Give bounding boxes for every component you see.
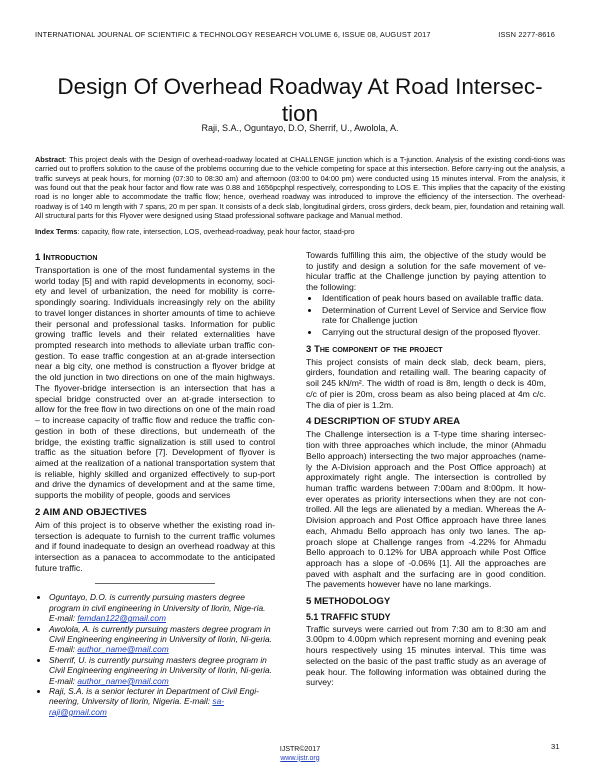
- email-link[interactable]: femdan122@gmail.com: [77, 613, 166, 624]
- component-text: This project consists of main deck slab, deck beam, piers, girders, foundation and retailing wall. The bearing capacity of soil 245 kN/m². The width of road is 8m, length o deck is 40m, c/c of pier is 20m, cross beam as also being placed at 4m c/c. The dia of pier is 1.2m.: [306, 356, 546, 410]
- index-terms: [35, 227, 565, 236]
- left-column: [35, 250, 275, 717]
- traffic-study-text: Traffic surveys were carried out from 7:30 am to 8:30 am and 3.00pm to 4.00pm which represent morning and evening peak hours respectively using 15 minutes interval. This time was selected on the basic of the past traffic study as an average of peak hour. The following information was obtained during the survey:: [306, 623, 546, 688]
- abstract: [35, 155, 565, 220]
- page-footer: [0, 746, 600, 763]
- footnote-item: • Awolola, A. is currently pursuing masters degree program in Civil Engineering engineering in University of Ilorin, Ni-geria. E-mail: author_name@mail.com: [49, 624, 275, 655]
- footer-url-link[interactable]: www.ijstr.org: [280, 754, 320, 762]
- abstract-text: : This project deals with the Design of overhead-roadway located at CHALLENGE junction which is a T-junction. Analysis of the existing condi-tions was carried out to proffers solution to the cause of the problems occurring due to the vehicle competing for space at this intersection. Before carry-ing out the analysis, a traffic surveys at peak hours, for morning (07:30 to 08:30 am) and afternoon (03:00 to 04:00 pm) were conducted using 15 minutes interval. From the analysis, it was found out that the peak hour factor and flow rate was 0.88 and 1656pcphpl respectively, corresponding to LOS E. This implies that the capacity of the existing road is no longer able to accommodate the traffic flow; hence, overhead roadway was introduced to improve the efficiency of the intersection. The overhead-roadway is of 140 m length with 7 spans, 20 m per span. It consists of a deck slab, longitudinal girders, cross girders, deck beam, pier, foundation and retaining wall. All structural parts for this Flyover were designed using Staad professional software package and Manual method.: [35, 155, 565, 221]
- right-column: [306, 250, 546, 688]
- section-heading-component: 3 The component of the project: [306, 343, 443, 355]
- footnote-item: • Oguntayo, D.O. is currently pursuing masters degree program in civil engineering in University of Ilorin, Nige-ria. E-mail: femdan122@gmail.com: [49, 592, 275, 623]
- list-item: • Determination of Current Level of Service and Service flow rate for Challenge juction: [320, 305, 546, 326]
- author-list: Raji, S.A., Oguntayo, D.O, Sherrif, U., Awolola, A.: [201, 123, 399, 133]
- subsection-heading-traffic-study: 5.1 TRAFFIC STUDY: [306, 612, 391, 623]
- email-link[interactable]: sa-raji@gmail.com: [49, 696, 225, 717]
- footnote-separator: [95, 583, 215, 584]
- journal-header: INTERNATIONAL JOURNAL OF SCIENTIFIC & TECHNOLOGY RESEARCH VOLUME 6, ISSUE 08, AUGUST 2017: [35, 30, 431, 39]
- introduction-text: Transportation is one of the most fundamental systems in the world today [5] and with rapid developments in economy, soci-ety and level of urbanization, the need for mobility is corre-spondingly soaring. Individuals increasingly rely on the ability to travel longer distances in shorter amounts of time to achieve their personal and professional tasks. Information for public growing traffic levels and their related externalities have prompted research into methods to alleviate urban traffic con-gestion. To ease traffic congestion at an at-grade intersection near a big city, one method is construction a flyover bridge at the old junction in two directions on one of the main highways. The flyover-bridge intersection is an intersection that has a special bridge constructed over an at-grade intersection to allow for the free flow in two directions on one of the main road – to increase capacity of traffic flow and reduce the traffic con-gestion in both of these directions, but underneath of the bridge, the existing traffic signalization is still used to control traffic as the situation before [7]. Development of flyover is aimed at the realization of a national transportation system that is reliable, highly skilled and organized effectively to sup-port and drive the dynamics of development and at the same time, supports the mobility of people, goods and services: [35, 265, 275, 501]
- list-item: • Identification of peak hours based on available traffic data.: [320, 293, 546, 304]
- list-item: • Carrying out the structural design of the proposed flyover.: [320, 327, 546, 338]
- page-number: 31: [551, 742, 560, 751]
- index-terms-text: : capacity, flow rate, intersection, LOS, overhead-roadway, peak hour factor, staad-pro: [77, 227, 355, 236]
- section-heading-methodology: 5 METHODOLOGY: [306, 596, 391, 608]
- paper-title: Design Of Overhead Roadway At Road Intersec-tion: [57, 74, 543, 127]
- abstract-label: Abstract: [35, 155, 65, 164]
- section-heading-study-area: 4 DESCRIPTION OF STUDY AREA: [306, 416, 461, 428]
- section-heading-introduction: 1 Introduction: [35, 252, 98, 263]
- email-link[interactable]: author_name@mail.com: [77, 644, 169, 655]
- objectives-text: Towards fulfilling this aim, the objective of the study would be to justify and design a solution for the safe movement of ve-hicular traffic at the Challenge junction by paying attention to the following:: [306, 250, 546, 293]
- objectives-list: [306, 293, 546, 338]
- author-footnotes: [35, 592, 275, 717]
- footnote-item: • Sherrif, U. is currently pursuing masters degree program in Civil Engineering engineering in University of Ilorin, Ni-geria. E-mail: author_name@mail.com: [49, 655, 275, 686]
- aim-text: Aim of this project is to observe whether the existing road in-tersection is adequate to furnish to the current traffic volumes and if found inadequate to design an overhead roadway at this intersection as a panacea to accommodate to the anticipated future traffic.: [35, 519, 275, 573]
- footer-code: IJSTR©2017: [279, 746, 321, 753]
- study-area-text: The Challenge intersection is a T-type time sharing intersec-tion with three approaches which include, the minor (Ahmadu Bello approach) intersecting the two major approaches (name-ly the A-Division approach and the Post Office approach) at approximately right angle. The intersection is controlled by human traffic wardens between 7:00am and 8:00pm. It how-ever operates as priority intersections when they are not con-trolled. All the legs are alienated by a median. Whereas the A-Division approach and Post Office approach have three lanes each, Ahmadu Bello approach has only two lanes. The ap-proach slope at Challenge ranges from -4.22% for Ahmadu Bello approach to 0.12% for UBA approach while Post Office approach has a slope of -0.06% [1]. All the approaches are paved with asphalt and the surfacing are in good condition. The pavements however have no lane markings.: [306, 429, 546, 590]
- footnote-item: • Raji, S.A. is a senior lecturer in Department of Civil Engi-neering, University of Ilorin, Nigeria. E-mail: sa-raji@gmail.com: [49, 686, 275, 717]
- section-heading-aim: 2 AIM AND OBJECTIVES: [35, 506, 147, 518]
- index-terms-label: Index Terms: [35, 227, 78, 236]
- issn-header: ISSN 2277-8616: [498, 30, 555, 39]
- email-link[interactable]: author_name@mail.com: [77, 675, 169, 686]
